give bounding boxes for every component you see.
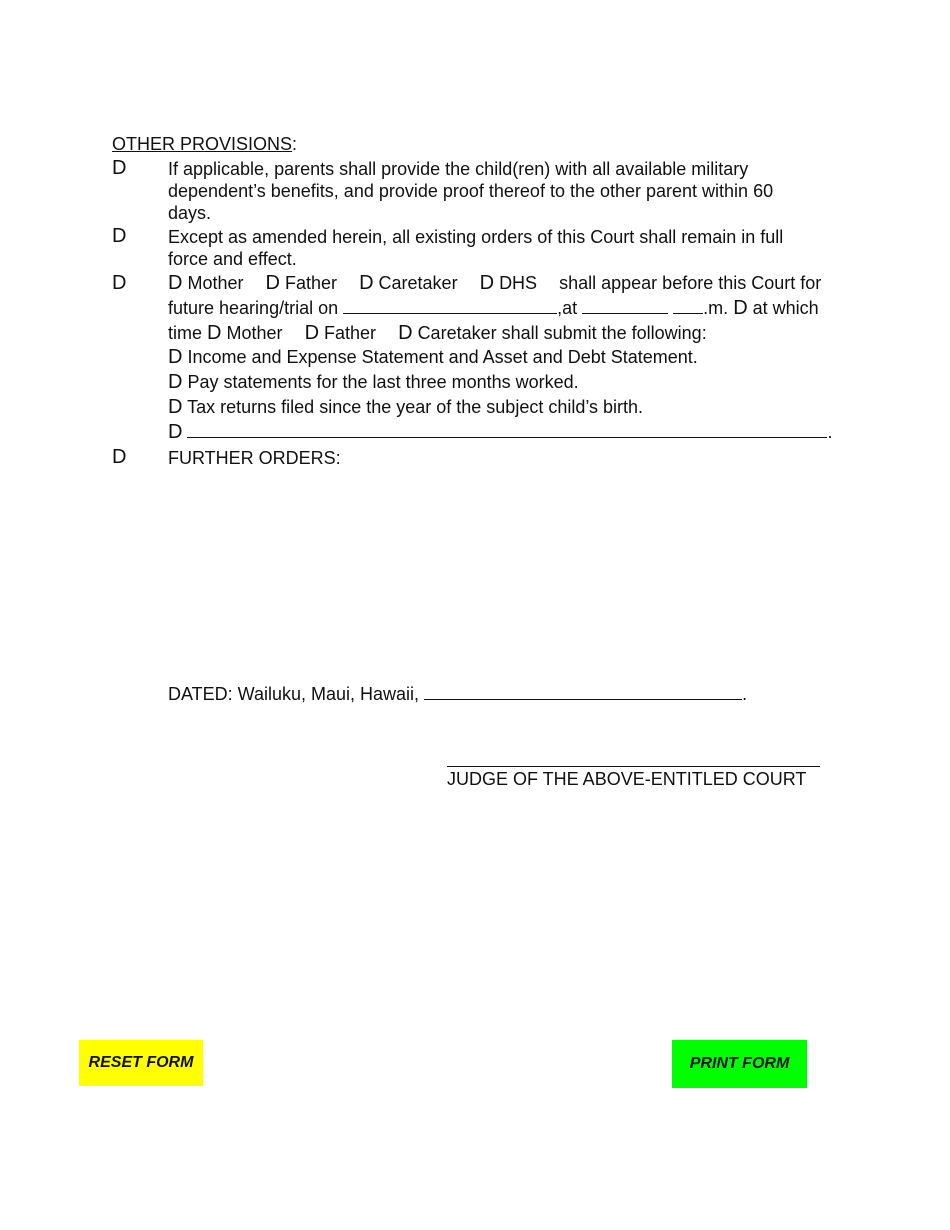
at-text: ,at [557, 298, 578, 318]
label-mother: Mother [187, 273, 244, 293]
at-which-text: at which [752, 298, 819, 318]
label-dhs: DHS [499, 273, 538, 293]
provision-military-line3: days. [168, 203, 212, 223]
provision-military-text [168, 158, 773, 224]
checkbox-pay[interactable]: D [168, 371, 183, 393]
checkbox-father[interactable]: D [265, 272, 280, 294]
checkbox-mother[interactable]: D [168, 272, 183, 294]
dated-field[interactable] [424, 683, 742, 700]
future-hearing-text: future hearing/trial on [168, 298, 339, 318]
other-item-end: . [827, 422, 833, 442]
further-orders-field[interactable] [168, 472, 828, 662]
checkbox-submit-mother[interactable]: D [207, 322, 222, 344]
checkbox-dhs[interactable]: D [479, 272, 495, 294]
reset-form-button[interactable]: RESET FORM [79, 1040, 203, 1086]
checkbox-submit-caretaker[interactable]: D [398, 322, 413, 344]
checkbox-hearing[interactable]: D [112, 272, 127, 294]
judge-signature-line[interactable] [447, 766, 820, 767]
hearing-parties-line [168, 272, 821, 294]
submit-item-tax [168, 396, 643, 418]
hearing-date-field[interactable] [343, 297, 557, 314]
hearing-ampm-field[interactable] [673, 297, 703, 314]
submit-item-other [168, 421, 832, 443]
submit-item-pay [168, 371, 579, 393]
print-form-button[interactable]: PRINT FORM [672, 1040, 807, 1088]
provision-existing-line1: Except as amended herein, all existing orders of this Court shall remain in full [168, 227, 784, 247]
checkbox-existing-orders[interactable]: D [112, 225, 127, 247]
checkbox-military[interactable]: D [112, 157, 127, 179]
tax-text: Tax returns filed since the year of the subject child’s birth. [187, 397, 644, 417]
judge-label: JUDGE OF THE ABOVE-ENTITLED COURT [447, 769, 807, 789]
provision-military-line1: If applicable, parents shall provide the child(ren) with all available military [168, 159, 749, 179]
label-caretaker: Caretaker [378, 273, 458, 293]
submit-text: Caretaker shall submit the following: [417, 323, 707, 343]
label-submit-mother: Mother [226, 323, 283, 343]
hearing-time-field[interactable] [582, 297, 668, 314]
time-text: time [168, 323, 203, 343]
submit-parties-line [168, 322, 707, 344]
label-submit-father: Father [324, 323, 377, 343]
section-title-colon: : [292, 134, 298, 154]
label-father: Father [285, 273, 338, 293]
submit-item-income [168, 346, 698, 368]
pay-text: Pay statements for the last three months worked. [187, 372, 579, 392]
checkbox-income[interactable]: D [168, 346, 183, 368]
checkbox-caretaker[interactable]: D [359, 272, 374, 294]
provision-existing-orders-text [168, 226, 783, 270]
dated-line [168, 683, 747, 705]
section-heading [112, 133, 297, 155]
income-text: Income and Expense Statement and Asset and Debt Statement. [187, 347, 698, 367]
provision-existing-line2: force and effect. [168, 249, 297, 269]
dated-label: DATED: Wailuku, Maui, Hawaii, [168, 684, 420, 704]
checkbox-other[interactable]: D [168, 421, 183, 443]
section-title: OTHER PROVISIONS [112, 134, 293, 154]
hearing-date-line [168, 297, 819, 319]
appear-text: shall appear before this Court for [559, 273, 822, 293]
provision-military-line2: dependent’s benefits, and provide proof thereof to the other parent within 60 [168, 181, 774, 201]
dated-end: . [742, 684, 748, 704]
m-text: .m. [703, 298, 729, 318]
checkbox-tax[interactable]: D [168, 396, 183, 418]
further-orders-label: FURTHER ORDERS: [168, 448, 341, 468]
other-item-field[interactable] [187, 421, 827, 438]
checkbox-at-which[interactable]: D [733, 297, 748, 319]
checkbox-submit-father[interactable]: D [304, 322, 320, 344]
checkbox-further-orders[interactable]: D [112, 446, 127, 468]
